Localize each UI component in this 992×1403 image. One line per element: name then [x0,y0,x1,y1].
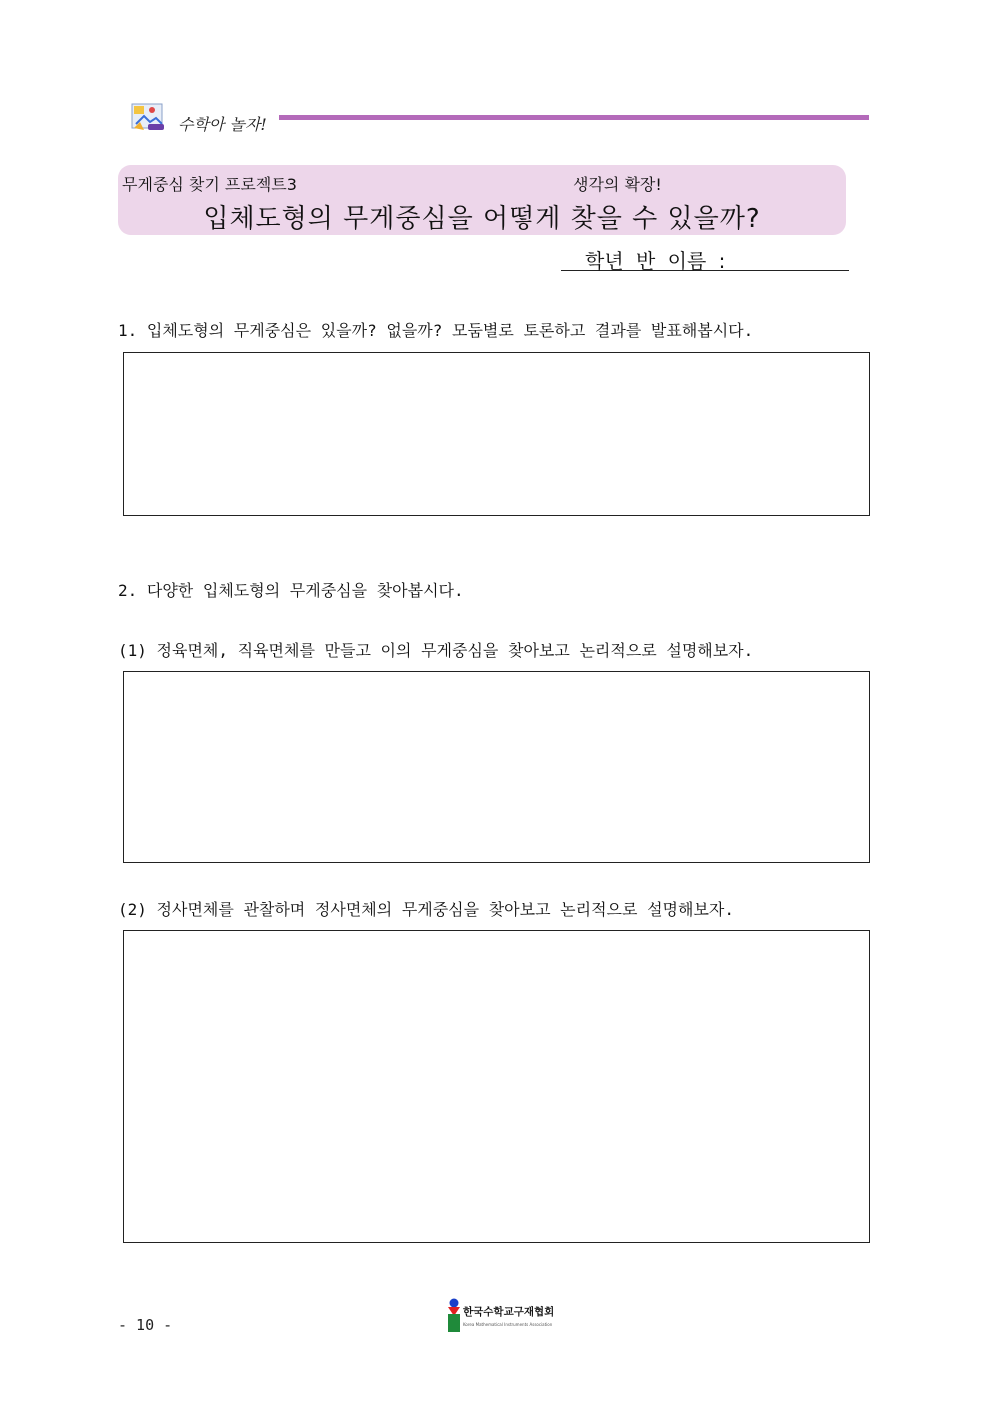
answer-box-2-2[interactable] [123,930,870,1243]
answer-box-2-1[interactable] [123,671,870,863]
page-title: 입체도형의 무게중심을 어떻게 찾을 수 있을까? [203,204,761,234]
organization-logo [446,1298,556,1334]
header-divider [279,115,869,120]
org-name-text: 한국수학교구재협회 [463,1306,555,1318]
question-2-1: (1) 정육면체, 직육면체를 만들고 이의 무게중심을 찾아보고 논리적으로 설명해보자. [118,641,754,660]
extension-label: 생각의 확장! [573,175,662,194]
answer-box-1[interactable] [123,352,870,516]
question-1: 1. 입체도형의 무게중심은 있을까? 없을까? 모둠별로 토론하고 결과를 발표해봅시다. [118,321,754,340]
student-info-label: 학년 반 이름 : [585,249,726,273]
header-logo-icon [130,102,166,134]
org-name-en-text: Korea Mathematical Instruments Association [463,1322,553,1327]
page-number: - 10 - [118,1316,173,1334]
question-2-2: (2) 정사면체를 관찰하며 정사면체의 무게중심을 찾아보고 논리적으로 설명해보자. [118,900,735,919]
project-label: 무게중심 찾기 프로젝트3 [122,175,297,194]
question-2: 2. 다양한 입체도형의 무게중심을 찾아봅시다. [118,581,464,600]
organization-logo-icon [446,1298,556,1334]
header-tagline: 수학아 놀자! [178,115,267,134]
